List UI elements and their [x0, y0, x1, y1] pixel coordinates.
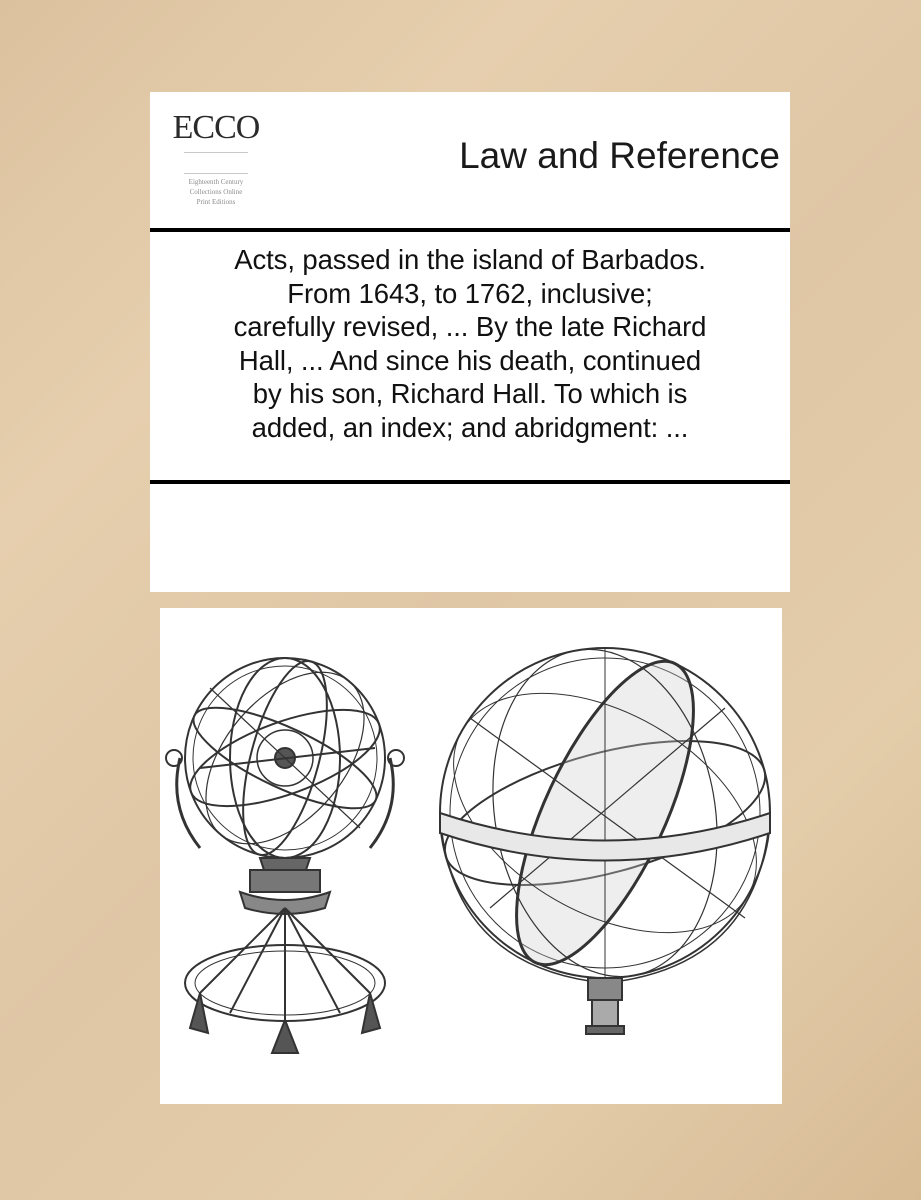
- armillary-sphere-icon: [166, 643, 404, 1053]
- logo-divider: [184, 152, 248, 174]
- bottom-rule: [150, 480, 790, 484]
- book-title: Acts, passed in the island of Barbados. From 1643, to 1762, inclusive; carefully revised, ... By the late Richard Hall, ... And since his death, continued by his son, Richard Hall. To which is added, an index; and abridgment: ...: [233, 244, 707, 443]
- illustration-svg: [160, 608, 782, 1104]
- globe-sphere-icon: [412, 631, 782, 1034]
- ecco-logo: [172, 106, 260, 214]
- logo-line-3: Print Editions: [196, 198, 236, 206]
- cover-header: [150, 92, 790, 228]
- illustration-panel: [160, 608, 782, 1104]
- logo-line-1: Eighteenth Century: [188, 178, 244, 186]
- top-rule: [150, 228, 790, 232]
- logo-letters: ECCO: [172, 109, 260, 146]
- book-cover: [150, 92, 790, 592]
- logo-line-2: Collections Online: [189, 188, 243, 196]
- series-title: Law and Reference: [459, 135, 780, 176]
